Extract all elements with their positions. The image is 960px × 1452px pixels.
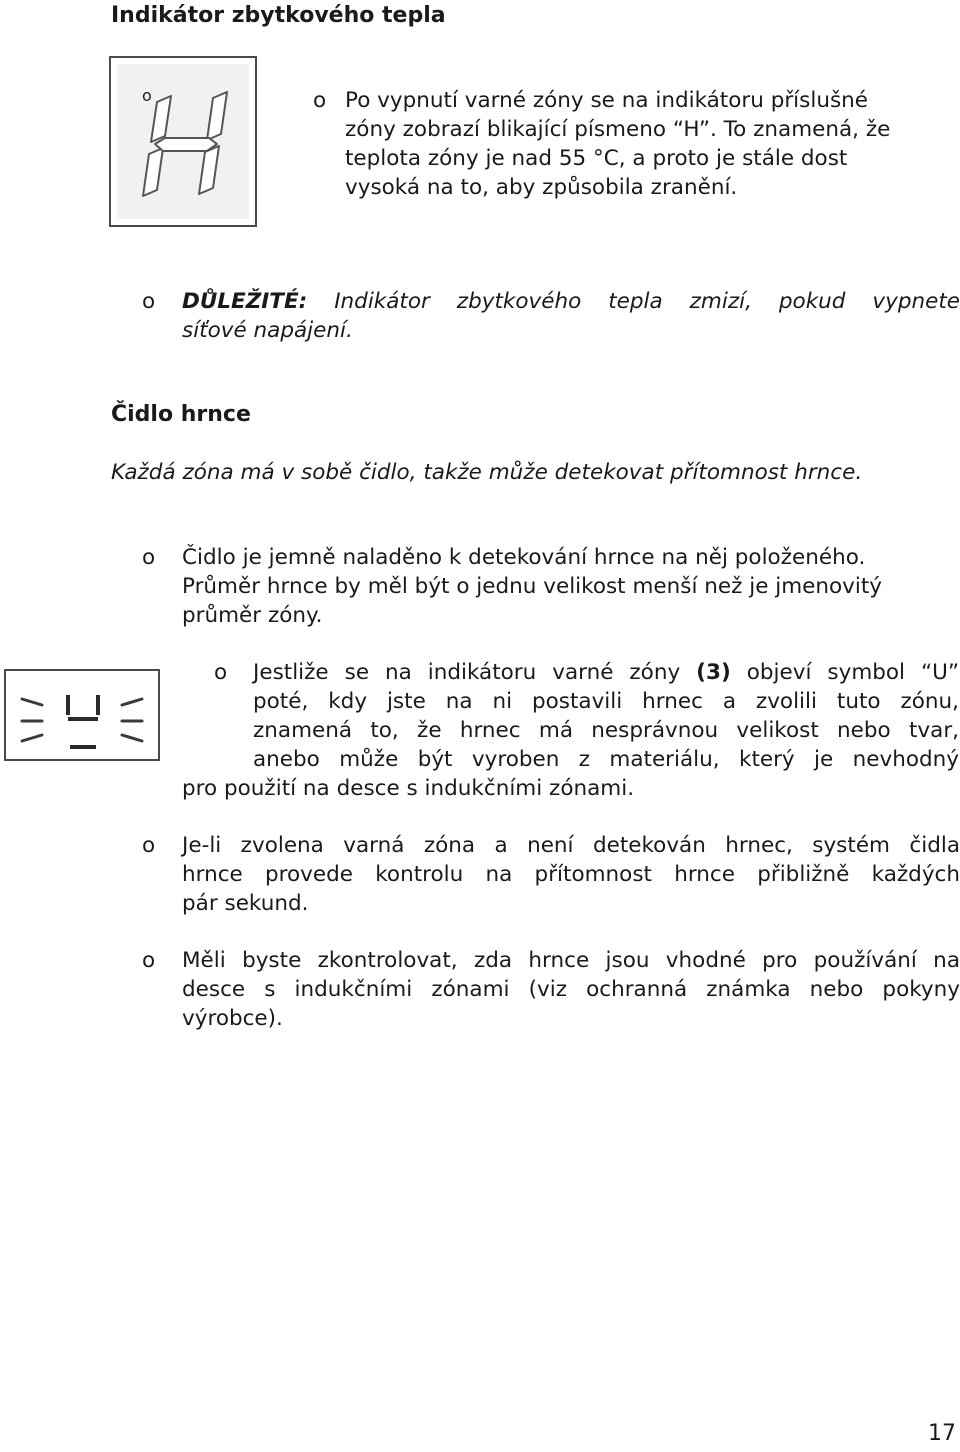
- flash-mark-left-bottom: [22, 735, 42, 741]
- text-run: Jestliže se na indikátoru varné zóny: [253, 660, 697, 685]
- text-run: objeví symbol “U”: [730, 660, 960, 685]
- flash-mark-right-top: [122, 699, 142, 705]
- section-heading-pan-sensor: Čidlo hrnce: [111, 402, 251, 427]
- text-line: znamená to, že hrnec má nesprávnou velikost nebo tvar,: [253, 718, 959, 743]
- segment-middle: [155, 138, 217, 151]
- text-line: teplota zóny je nad 55 °C, a proto je stále dost: [345, 146, 848, 171]
- text-line: zóny zobrazí blikající písmeno “H”. To znamená, že: [345, 117, 891, 142]
- text-line: průměr zóny.: [182, 603, 323, 628]
- text-line: Průměr hrnce by měl být o jednu velikost menší než je jmenovitý: [182, 574, 883, 599]
- important-line-2: síťové napájení.: [182, 318, 353, 343]
- text-line: hrnce provede kontrolu na přítomnost hrnce přibližně každých: [182, 862, 960, 887]
- pan-sensor-item-3: [182, 831, 960, 918]
- page-number: 17: [928, 1421, 956, 1446]
- bullet-marker: o: [313, 88, 327, 113]
- pan-sensor-item-4: [182, 946, 960, 1033]
- h-segment-icon: [117, 64, 249, 219]
- bullet-marker: o: [142, 833, 156, 858]
- pan-sensor-item-2-last-line: pro použití na desce s indukčními zónami.: [182, 776, 635, 801]
- text-line: desce s indukčními zónami (viz ochranná známka nebo pokyny: [182, 977, 960, 1002]
- text-line: Čidlo je jemně naladěno k detekování hrnce na něj položeného.: [182, 545, 866, 570]
- text-line: [253, 658, 959, 687]
- bullet-marker: o: [142, 289, 156, 314]
- important-line-1: [182, 287, 960, 316]
- residual-heat-item-1: [345, 86, 959, 202]
- text-line: Je-li zvolena varná zóna a není detekován hrnec, systém čidla: [182, 833, 960, 858]
- flash-mark-right-bottom: [122, 735, 142, 741]
- bullet-marker: o: [142, 948, 156, 973]
- important-note: [182, 287, 960, 345]
- bullet-marker: o: [142, 86, 152, 105]
- segment-right-upper: [207, 92, 227, 140]
- pan-sensor-intro: Každá zóna má v sobě čidlo, takže může detekovat přítomnost hrnce.: [111, 460, 863, 485]
- pan-error-u-display-figure: [4, 669, 160, 761]
- important-text: Indikátor zbytkového tepla zmizí, pokud vypnete: [307, 289, 960, 314]
- bullet-marker: o: [142, 545, 156, 570]
- important-label: DŮLEŽITÉ:: [182, 289, 308, 314]
- pan-sensor-item-1: [182, 543, 960, 630]
- flash-mark-left-top: [22, 699, 42, 705]
- text-line: pár sekund.: [182, 891, 309, 916]
- text-line: Po vypnutí varné zóny se na indikátoru příslušné: [345, 88, 869, 113]
- text-line: anebo může být vyroben z materiálu, který je nevhodný: [253, 747, 959, 772]
- text-line: poté, kdy jste na ni postavili hrnec a zvolili tuto zónu,: [253, 689, 959, 714]
- zone-reference: (3): [696, 660, 731, 685]
- segment-left-lower: [143, 148, 163, 196]
- text-line: vysoká na to, aby způsobila zranění.: [345, 175, 738, 200]
- residual-heat-h-display-figure: [109, 56, 257, 227]
- pan-sensor-item-2: [253, 658, 959, 774]
- bullet-marker: o: [214, 660, 228, 685]
- segment-right-lower: [199, 146, 219, 194]
- section-heading-residual-heat: Indikátor zbytkového tepla: [111, 3, 446, 28]
- u-flashing-segment-icon: [6, 671, 158, 759]
- text-line: Měli byste zkontrolovat, zda hrnce jsou vhodné pro používání na: [182, 948, 960, 973]
- text-line: výrobce).: [182, 1006, 283, 1031]
